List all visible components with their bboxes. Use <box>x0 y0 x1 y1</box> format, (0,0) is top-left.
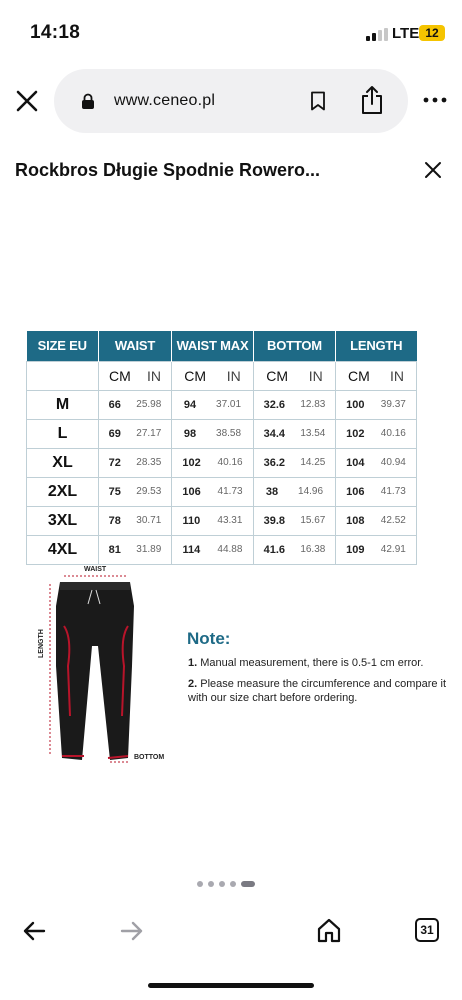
header-size-eu: SIZE EU <box>27 331 99 361</box>
size-cell: 4XL <box>27 535 99 564</box>
value-in: 14.25 <box>300 457 326 468</box>
value-cm: 102 <box>182 456 201 469</box>
unit-cm: CM <box>348 367 370 384</box>
waist-cell <box>99 477 172 506</box>
value-cm: 108 <box>346 514 365 527</box>
value-in: 41.73 <box>380 486 406 497</box>
unit-cell <box>254 361 336 390</box>
more-icon[interactable] <box>423 96 447 104</box>
waist-cell <box>99 448 172 477</box>
value-cm: 114 <box>182 543 201 556</box>
value-in: 30.71 <box>136 515 162 526</box>
value-in: 38.58 <box>216 428 242 439</box>
pager-dot[interactable] <box>230 881 236 887</box>
value-cm: 106 <box>182 485 201 498</box>
value-cm: 106 <box>346 485 365 498</box>
unit-in: IN <box>146 367 161 384</box>
pager-dot-active[interactable] <box>241 881 255 887</box>
note-item <box>188 656 450 670</box>
value-cm: 81 <box>108 543 121 556</box>
size-cell: M <box>27 390 99 419</box>
bottom-cell <box>254 535 336 564</box>
waist-max-cell <box>172 535 254 564</box>
size-chart-header-row <box>27 331 417 361</box>
bottom-label: BOTTOM <box>134 754 165 761</box>
unit-cell <box>99 361 172 390</box>
waist-max-cell <box>172 448 254 477</box>
unit-cell <box>336 361 417 390</box>
value-cm: 32.6 <box>263 398 286 411</box>
size-chart-table <box>26 331 417 565</box>
waist-cell <box>99 390 172 419</box>
lock-icon <box>81 93 95 109</box>
value-cm: 109 <box>346 543 365 556</box>
size-cell: L <box>27 419 99 448</box>
value-cm: 72 <box>108 456 121 469</box>
length-cell <box>336 390 417 419</box>
value-in: 31.89 <box>136 544 162 555</box>
unit-in: IN <box>389 367 404 384</box>
value-in: 40.16 <box>217 457 243 468</box>
value-cm: 36.2 <box>263 456 286 469</box>
waist-cell <box>99 535 172 564</box>
note-title: Note: <box>187 629 231 648</box>
pager-dot[interactable] <box>208 881 214 887</box>
unit-cm: CM <box>109 367 131 384</box>
home-indicator <box>148 983 314 988</box>
waist-max-cell <box>172 506 254 535</box>
value-cm: 102 <box>346 427 365 440</box>
status-time: 14:18 <box>30 22 81 43</box>
value-in: 13.54 <box>300 428 326 439</box>
waist-cell <box>99 506 172 535</box>
value-in: 42.52 <box>380 515 406 526</box>
waist-max-cell <box>172 390 254 419</box>
table-row <box>27 477 417 506</box>
size-chart <box>26 331 416 565</box>
header-bottom: BOTTOM <box>254 331 336 361</box>
note-item <box>188 677 450 705</box>
close-icon[interactable] <box>14 88 40 114</box>
share-icon[interactable] <box>360 85 384 115</box>
note-item-text: Please measure the circumference and compare it with our size chart before ordering. <box>188 678 447 704</box>
size-cell: XL <box>27 448 99 477</box>
header-length: LENGTH <box>336 331 417 361</box>
back-arrow-icon[interactable] <box>22 920 46 942</box>
bookmark-icon[interactable] <box>310 91 326 111</box>
unit-cm: CM <box>266 367 289 384</box>
tabs-button[interactable]: 31 <box>415 918 439 942</box>
signal-icon <box>366 28 388 41</box>
pager-dot[interactable] <box>219 881 225 887</box>
unit-cell-empty <box>27 361 99 390</box>
value-cm: 38 <box>265 485 279 498</box>
value-in: 15.67 <box>300 515 326 526</box>
unit-cm: CM <box>184 367 207 384</box>
table-row <box>27 535 417 564</box>
value-cm: 69 <box>108 427 121 440</box>
value-in: 40.94 <box>380 457 406 468</box>
waist-max-cell <box>172 477 254 506</box>
unit-in: IN <box>308 367 323 384</box>
length-cell <box>336 419 417 448</box>
value-in: 37.01 <box>216 399 242 410</box>
value-cm: 66 <box>108 398 121 411</box>
value-cm: 41.6 <box>263 543 286 556</box>
bottom-cell <box>254 506 336 535</box>
value-cm: 94 <box>183 398 197 411</box>
status-bar <box>0 0 462 66</box>
bottom-cell <box>254 477 336 506</box>
bottom-cell <box>254 419 336 448</box>
home-icon[interactable] <box>316 917 342 943</box>
note-item-number: 1. <box>188 657 198 669</box>
table-row <box>27 419 417 448</box>
header-waist: WAIST <box>99 331 172 361</box>
value-cm: 104 <box>346 456 365 469</box>
pants-illustration <box>26 566 186 766</box>
unit-in: IN <box>226 367 241 384</box>
battery-icon: 12 <box>419 25 445 41</box>
note-item-number: 2. <box>188 678 198 690</box>
size-cell: 3XL <box>27 506 99 535</box>
value-cm: 75 <box>108 485 121 498</box>
value-cm: 39.8 <box>263 514 286 527</box>
address-bar[interactable] <box>54 69 408 133</box>
table-row <box>27 390 417 419</box>
pager-dot[interactable] <box>197 881 203 887</box>
value-in: 25.98 <box>136 399 162 410</box>
length-cell <box>336 448 417 477</box>
size-cell: 2XL <box>27 477 99 506</box>
value-in: 28.35 <box>136 457 162 468</box>
table-row <box>27 506 417 535</box>
pants-diagram <box>26 566 186 766</box>
bottom-cell <box>254 390 336 419</box>
waist-label: WAIST <box>84 566 107 573</box>
bottom-cell <box>254 448 336 477</box>
unit-row <box>27 361 417 390</box>
waist-max-cell <box>172 419 254 448</box>
value-in: 44.88 <box>217 544 243 555</box>
table-row <box>27 448 417 477</box>
value-cm: 98 <box>183 427 197 440</box>
length-cell <box>336 506 417 535</box>
length-label: LENGTH <box>38 629 45 658</box>
value-in: 40.16 <box>380 428 406 439</box>
note-item-text: Manual measurement, there is 0.5-1 cm error. <box>200 657 424 669</box>
unit-cell <box>172 361 254 390</box>
value-in: 41.73 <box>217 486 243 497</box>
length-cell <box>336 477 417 506</box>
value-in: 16.38 <box>300 544 326 555</box>
value-in: 29.53 <box>136 486 162 497</box>
value-in: 14.96 <box>298 486 324 497</box>
value-in: 12.83 <box>300 399 326 410</box>
value-cm: 34.4 <box>263 427 286 440</box>
value-cm: 110 <box>182 514 201 527</box>
url-text[interactable]: www.ceneo.pl <box>114 92 216 109</box>
header-waist-max: WAIST MAX <box>172 331 254 361</box>
waist-cell <box>99 419 172 448</box>
value-in: 43.31 <box>217 515 243 526</box>
value-cm: 100 <box>346 398 365 411</box>
length-cell <box>336 535 417 564</box>
page-title: Rockbros Długie Spodnie Rowero... <box>15 160 321 180</box>
forward-arrow-icon[interactable] <box>120 920 144 942</box>
value-in: 39.37 <box>380 399 406 410</box>
close-gallery-icon[interactable] <box>424 161 442 179</box>
value-cm: 78 <box>108 514 121 527</box>
value-in: 27.17 <box>136 428 162 439</box>
gallery-pager[interactable] <box>197 880 255 888</box>
value-in: 42.91 <box>380 544 406 555</box>
network-type: LTE <box>392 25 420 42</box>
